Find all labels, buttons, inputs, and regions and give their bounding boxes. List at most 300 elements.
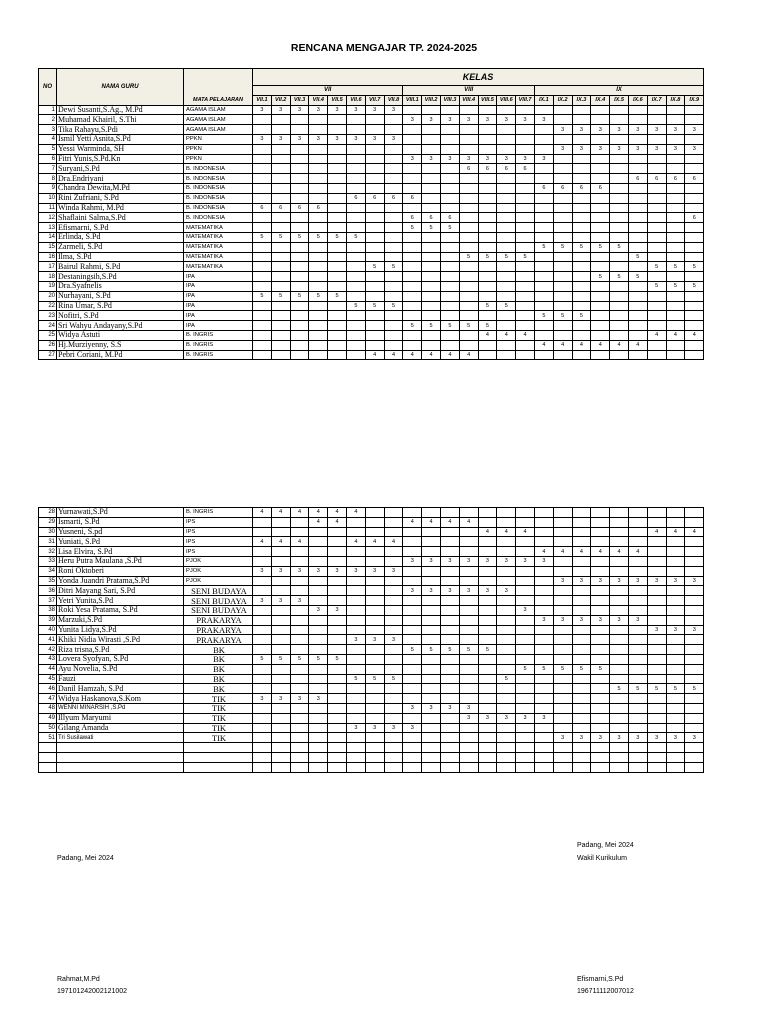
- hours-cell: [628, 586, 647, 596]
- empty-cell: [290, 743, 309, 753]
- subject-name: BK: [184, 645, 253, 655]
- hours-cell: [591, 291, 610, 301]
- subject-name: IPA: [184, 311, 253, 321]
- hours-cell: [572, 596, 591, 606]
- hours-cell: [328, 615, 347, 625]
- hours-cell: [422, 694, 441, 704]
- hours-cell: [271, 684, 290, 694]
- hours-cell: 3: [610, 576, 629, 586]
- hours-cell: [346, 654, 365, 664]
- hours-cell: [422, 262, 441, 272]
- hours-cell: 3: [647, 576, 666, 586]
- hours-cell: [628, 330, 647, 340]
- hours-cell: [666, 164, 685, 174]
- hours-cell: 3: [478, 115, 497, 125]
- hours-cell: [685, 242, 704, 252]
- row-number: 3: [39, 125, 57, 135]
- hours-cell: [422, 144, 441, 154]
- hours-cell: [365, 694, 384, 704]
- hours-cell: 5: [346, 301, 365, 311]
- hours-cell: 4: [440, 517, 459, 527]
- hours-cell: [497, 321, 516, 331]
- hours-cell: [478, 508, 497, 518]
- hours-cell: [647, 674, 666, 684]
- hours-cell: [572, 272, 591, 282]
- hours-cell: [516, 547, 535, 557]
- hours-cell: 3: [572, 144, 591, 154]
- hours-cell: [440, 164, 459, 174]
- hours-cell: 5: [440, 321, 459, 331]
- hours-cell: 3: [309, 105, 328, 115]
- hours-cell: [271, 664, 290, 674]
- subject-name: B. INDONESIA: [184, 213, 253, 223]
- hours-cell: [384, 654, 403, 664]
- hours-cell: [422, 183, 441, 193]
- hours-cell: [478, 674, 497, 684]
- hours-cell: [365, 203, 384, 213]
- hours-cell: [497, 733, 516, 743]
- hours-cell: [309, 183, 328, 193]
- hours-cell: [610, 154, 629, 164]
- hours-cell: [516, 615, 535, 625]
- hours-cell: [497, 605, 516, 615]
- hours-cell: [497, 134, 516, 144]
- hours-cell: [628, 311, 647, 321]
- hours-cell: 4: [685, 527, 704, 537]
- hours-cell: 3: [422, 556, 441, 566]
- teacher-name: Roki Yesa Pratama, S.Pd: [57, 605, 184, 615]
- hours-cell: [422, 576, 441, 586]
- row-number: 6: [39, 154, 57, 164]
- hours-cell: [422, 174, 441, 184]
- hours-cell: [290, 517, 309, 527]
- hours-cell: 3: [253, 105, 272, 115]
- hours-cell: 4: [534, 547, 553, 557]
- hours-cell: [253, 635, 272, 645]
- hours-cell: [685, 508, 704, 518]
- hours-cell: [403, 684, 422, 694]
- hours-cell: [647, 242, 666, 252]
- hours-cell: [422, 674, 441, 684]
- hours-cell: [478, 684, 497, 694]
- hours-cell: [271, 330, 290, 340]
- hours-cell: [365, 115, 384, 125]
- hours-cell: [384, 605, 403, 615]
- hours-cell: [647, 311, 666, 321]
- hours-cell: [346, 733, 365, 743]
- hours-cell: [422, 291, 441, 301]
- hours-cell: [384, 115, 403, 125]
- hours-cell: [666, 203, 685, 213]
- hours-cell: [534, 213, 553, 223]
- hours-cell: [290, 635, 309, 645]
- hours-cell: [365, 321, 384, 331]
- right-signatory-name: Efismarni,S.Pd: [577, 976, 624, 983]
- hours-cell: [516, 654, 535, 664]
- hours-cell: [572, 586, 591, 596]
- hours-cell: [516, 105, 535, 115]
- hours-cell: [403, 654, 422, 664]
- empty-cell: [553, 743, 572, 753]
- hours-cell: [534, 330, 553, 340]
- hours-cell: [365, 281, 384, 291]
- hours-cell: [328, 321, 347, 331]
- hours-cell: [365, 164, 384, 174]
- hours-cell: [328, 537, 347, 547]
- hours-cell: 3: [647, 144, 666, 154]
- hours-cell: [422, 527, 441, 537]
- hours-cell: [647, 183, 666, 193]
- hours-cell: 3: [610, 615, 629, 625]
- hours-cell: [628, 527, 647, 537]
- hours-cell: 5: [553, 242, 572, 252]
- hours-cell: [572, 301, 591, 311]
- hours-cell: 3: [328, 134, 347, 144]
- hours-cell: [459, 232, 478, 242]
- subject-name: B. INDONESIA: [184, 193, 253, 203]
- hours-cell: [647, 105, 666, 115]
- hours-cell: [628, 164, 647, 174]
- hours-cell: [685, 605, 704, 615]
- hours-cell: [685, 301, 704, 311]
- hours-cell: [365, 508, 384, 518]
- hours-cell: [271, 625, 290, 635]
- hours-cell: [591, 674, 610, 684]
- hours-cell: [403, 291, 422, 301]
- row-number: 28: [39, 508, 57, 518]
- row-number: 5: [39, 144, 57, 154]
- hours-cell: [309, 242, 328, 252]
- hours-cell: [497, 183, 516, 193]
- hours-cell: [647, 154, 666, 164]
- teacher-name: Pebri Coriani, M.Pd: [57, 350, 184, 360]
- hours-cell: [346, 115, 365, 125]
- hours-cell: [666, 615, 685, 625]
- hours-cell: [666, 566, 685, 576]
- hours-cell: 3: [440, 556, 459, 566]
- hours-cell: 3: [440, 154, 459, 164]
- hours-cell: [253, 144, 272, 154]
- hours-cell: [516, 596, 535, 606]
- hours-cell: [685, 537, 704, 547]
- hours-cell: 4: [478, 330, 497, 340]
- hours-cell: 5: [497, 674, 516, 684]
- row-number: 38: [39, 605, 57, 615]
- hours-cell: [440, 596, 459, 606]
- hours-cell: [384, 615, 403, 625]
- hours-cell: 6: [403, 193, 422, 203]
- class-column-header: IX.9: [685, 95, 704, 105]
- hours-cell: 4: [685, 330, 704, 340]
- hours-cell: 5: [685, 262, 704, 272]
- hours-cell: 5: [422, 645, 441, 655]
- mata-pelajaran-header: MATA PELAJARAN: [184, 95, 253, 105]
- empty-cell: [403, 762, 422, 772]
- hours-cell: 3: [516, 115, 535, 125]
- hours-cell: 5: [647, 281, 666, 291]
- hours-cell: [666, 586, 685, 596]
- hours-cell: [478, 193, 497, 203]
- hours-cell: [666, 508, 685, 518]
- hours-cell: [553, 635, 572, 645]
- hours-cell: [534, 203, 553, 213]
- hours-cell: [628, 213, 647, 223]
- subject-name: IPA: [184, 272, 253, 282]
- hours-cell: [591, 281, 610, 291]
- hours-cell: 3: [497, 556, 516, 566]
- row-number: 26: [39, 340, 57, 350]
- mapel-header-spacer: [184, 69, 253, 86]
- empty-cell: [459, 743, 478, 753]
- empty-cell: [309, 762, 328, 772]
- hours-cell: [384, 596, 403, 606]
- hours-cell: [459, 311, 478, 321]
- hours-cell: [290, 547, 309, 557]
- hours-cell: [572, 203, 591, 213]
- hours-cell: [440, 252, 459, 262]
- hours-cell: [534, 576, 553, 586]
- hours-cell: [253, 733, 272, 743]
- right-place-date: Padang, Mei 2024: [577, 842, 634, 849]
- hours-cell: [309, 576, 328, 586]
- hours-cell: [610, 605, 629, 615]
- hours-cell: [365, 144, 384, 154]
- hours-cell: [328, 301, 347, 311]
- hours-cell: [253, 703, 272, 713]
- subject-name: TIK: [184, 713, 253, 723]
- row-number: 39: [39, 615, 57, 625]
- teacher-row: [39, 203, 704, 213]
- hours-cell: [666, 272, 685, 282]
- hours-cell: [666, 556, 685, 566]
- hours-cell: [290, 183, 309, 193]
- teacher-name: Dewi Susanti,S.Ag., M.Pd: [57, 105, 184, 115]
- hours-cell: [610, 213, 629, 223]
- subject-name: BK: [184, 654, 253, 664]
- hours-cell: [610, 311, 629, 321]
- hours-cell: [459, 576, 478, 586]
- hours-cell: [591, 596, 610, 606]
- hours-cell: [440, 301, 459, 311]
- hours-cell: [534, 635, 553, 645]
- hours-cell: [253, 684, 272, 694]
- hours-cell: [403, 527, 422, 537]
- hours-cell: [459, 105, 478, 115]
- hours-cell: 6: [253, 203, 272, 213]
- hours-cell: [384, 311, 403, 321]
- hours-cell: [610, 517, 629, 527]
- left-signatory-name: Rahmat,M.Pd: [57, 976, 100, 983]
- hours-cell: [516, 291, 535, 301]
- hours-cell: [497, 350, 516, 360]
- hours-cell: [534, 605, 553, 615]
- class-column-header: IX.8: [666, 95, 685, 105]
- teacher-name: Danil Hamzah, S.Pd: [57, 684, 184, 694]
- hours-cell: [553, 684, 572, 694]
- empty-cell: [478, 743, 497, 753]
- hours-cell: [628, 115, 647, 125]
- hours-cell: [610, 262, 629, 272]
- hours-cell: [440, 508, 459, 518]
- hours-cell: [440, 566, 459, 576]
- hours-cell: [685, 654, 704, 664]
- hours-cell: [534, 350, 553, 360]
- hours-cell: 3: [478, 713, 497, 723]
- hours-cell: 5: [271, 291, 290, 301]
- row-number: 7: [39, 164, 57, 174]
- subject-name: MATEMATIKA: [184, 242, 253, 252]
- class-column-header: IX.1: [534, 95, 553, 105]
- hours-cell: [422, 301, 441, 311]
- hours-cell: [328, 154, 347, 164]
- hours-cell: 5: [346, 674, 365, 684]
- hours-cell: [628, 105, 647, 115]
- hours-cell: [253, 586, 272, 596]
- hours-cell: [553, 203, 572, 213]
- subject-name: MATEMATIKA: [184, 232, 253, 242]
- hours-cell: [346, 281, 365, 291]
- hours-cell: [553, 105, 572, 115]
- class-column-header: VIII.3: [440, 95, 459, 105]
- hours-cell: [628, 537, 647, 547]
- hours-cell: [309, 615, 328, 625]
- hours-cell: [516, 635, 535, 645]
- subject-name: TIK: [184, 733, 253, 743]
- hours-cell: [478, 134, 497, 144]
- hours-cell: 3: [309, 134, 328, 144]
- hours-cell: 3: [346, 635, 365, 645]
- teacher-name: Efismarni, S.Pd: [57, 223, 184, 233]
- hours-cell: 3: [384, 566, 403, 576]
- empty-cell: [309, 752, 328, 762]
- hours-cell: [647, 223, 666, 233]
- hours-cell: [610, 635, 629, 645]
- hours-cell: [290, 576, 309, 586]
- hours-cell: [647, 635, 666, 645]
- hours-cell: [290, 144, 309, 154]
- empty-cell: [628, 743, 647, 753]
- hours-cell: [459, 174, 478, 184]
- empty-cell: [328, 752, 347, 762]
- hours-cell: [271, 213, 290, 223]
- hours-cell: [478, 203, 497, 213]
- hours-cell: [591, 311, 610, 321]
- hours-cell: [384, 164, 403, 174]
- hours-cell: [271, 164, 290, 174]
- hours-cell: [440, 174, 459, 184]
- teacher-name: Tika Rahayu,S.Pdi: [57, 125, 184, 135]
- hours-cell: [497, 242, 516, 252]
- hours-cell: [290, 262, 309, 272]
- hours-cell: [572, 645, 591, 655]
- hours-cell: 3: [290, 105, 309, 115]
- hours-cell: 3: [666, 144, 685, 154]
- hours-cell: [365, 272, 384, 282]
- hours-cell: [666, 213, 685, 223]
- hours-cell: [384, 664, 403, 674]
- hours-cell: [290, 556, 309, 566]
- hours-cell: [309, 330, 328, 340]
- hours-cell: [628, 635, 647, 645]
- row-number: 50: [39, 723, 57, 733]
- hours-cell: [290, 174, 309, 184]
- empty-cell: [628, 762, 647, 772]
- hours-cell: [328, 262, 347, 272]
- hours-cell: [497, 213, 516, 223]
- hours-cell: [497, 232, 516, 242]
- hours-cell: 4: [572, 340, 591, 350]
- hours-cell: [459, 262, 478, 272]
- hours-cell: 3: [572, 125, 591, 135]
- empty-cell: [591, 752, 610, 762]
- row-number: 42: [39, 645, 57, 655]
- subject-name: SENI BUDAYA: [184, 586, 253, 596]
- hours-cell: 4: [497, 527, 516, 537]
- empty-cell: [271, 762, 290, 772]
- hours-cell: [253, 556, 272, 566]
- hours-cell: [572, 262, 591, 272]
- hours-cell: [253, 183, 272, 193]
- row-number: 11: [39, 203, 57, 213]
- hours-cell: [253, 281, 272, 291]
- hours-cell: [365, 733, 384, 743]
- teacher-row: [39, 105, 704, 115]
- hours-cell: 3: [346, 723, 365, 733]
- hours-cell: [328, 203, 347, 213]
- hours-cell: [628, 350, 647, 360]
- hours-cell: [497, 615, 516, 625]
- teacher-name: Yurnawati,S.Pd: [57, 508, 184, 518]
- hours-cell: [685, 547, 704, 557]
- hours-cell: [534, 252, 553, 262]
- hours-cell: [591, 213, 610, 223]
- hours-cell: 3: [365, 105, 384, 115]
- teacher-row: [39, 232, 704, 242]
- teacher-name: Khiki Nidia Wirasti ,S.Pd: [57, 635, 184, 645]
- hours-cell: [591, 193, 610, 203]
- hours-cell: [328, 723, 347, 733]
- hours-cell: [403, 183, 422, 193]
- hours-cell: 4: [403, 517, 422, 527]
- hours-cell: [610, 703, 629, 713]
- hours-cell: [666, 340, 685, 350]
- hours-cell: [610, 596, 629, 606]
- class-column-header: VIII.7: [516, 95, 535, 105]
- hours-cell: 3: [253, 566, 272, 576]
- teacher-row: [39, 645, 704, 655]
- hours-cell: [346, 203, 365, 213]
- hours-cell: [610, 556, 629, 566]
- no-header: NO: [39, 69, 57, 106]
- empty-cell: [328, 762, 347, 772]
- class-column-header: IX.2: [553, 95, 572, 105]
- empty-cell: [647, 752, 666, 762]
- hours-cell: [685, 517, 704, 527]
- teacher-row: [39, 144, 704, 154]
- hours-cell: 5: [440, 645, 459, 655]
- empty-cell: [253, 752, 272, 762]
- left-signatory-nip: 197101242002121002: [57, 988, 128, 995]
- subject-name: BK: [184, 684, 253, 694]
- hours-cell: [346, 576, 365, 586]
- hours-cell: [384, 242, 403, 252]
- hours-cell: [572, 508, 591, 518]
- hours-cell: [346, 183, 365, 193]
- hours-cell: [403, 694, 422, 704]
- hours-cell: [534, 645, 553, 655]
- subject-name: TIK: [184, 703, 253, 713]
- hours-cell: [440, 615, 459, 625]
